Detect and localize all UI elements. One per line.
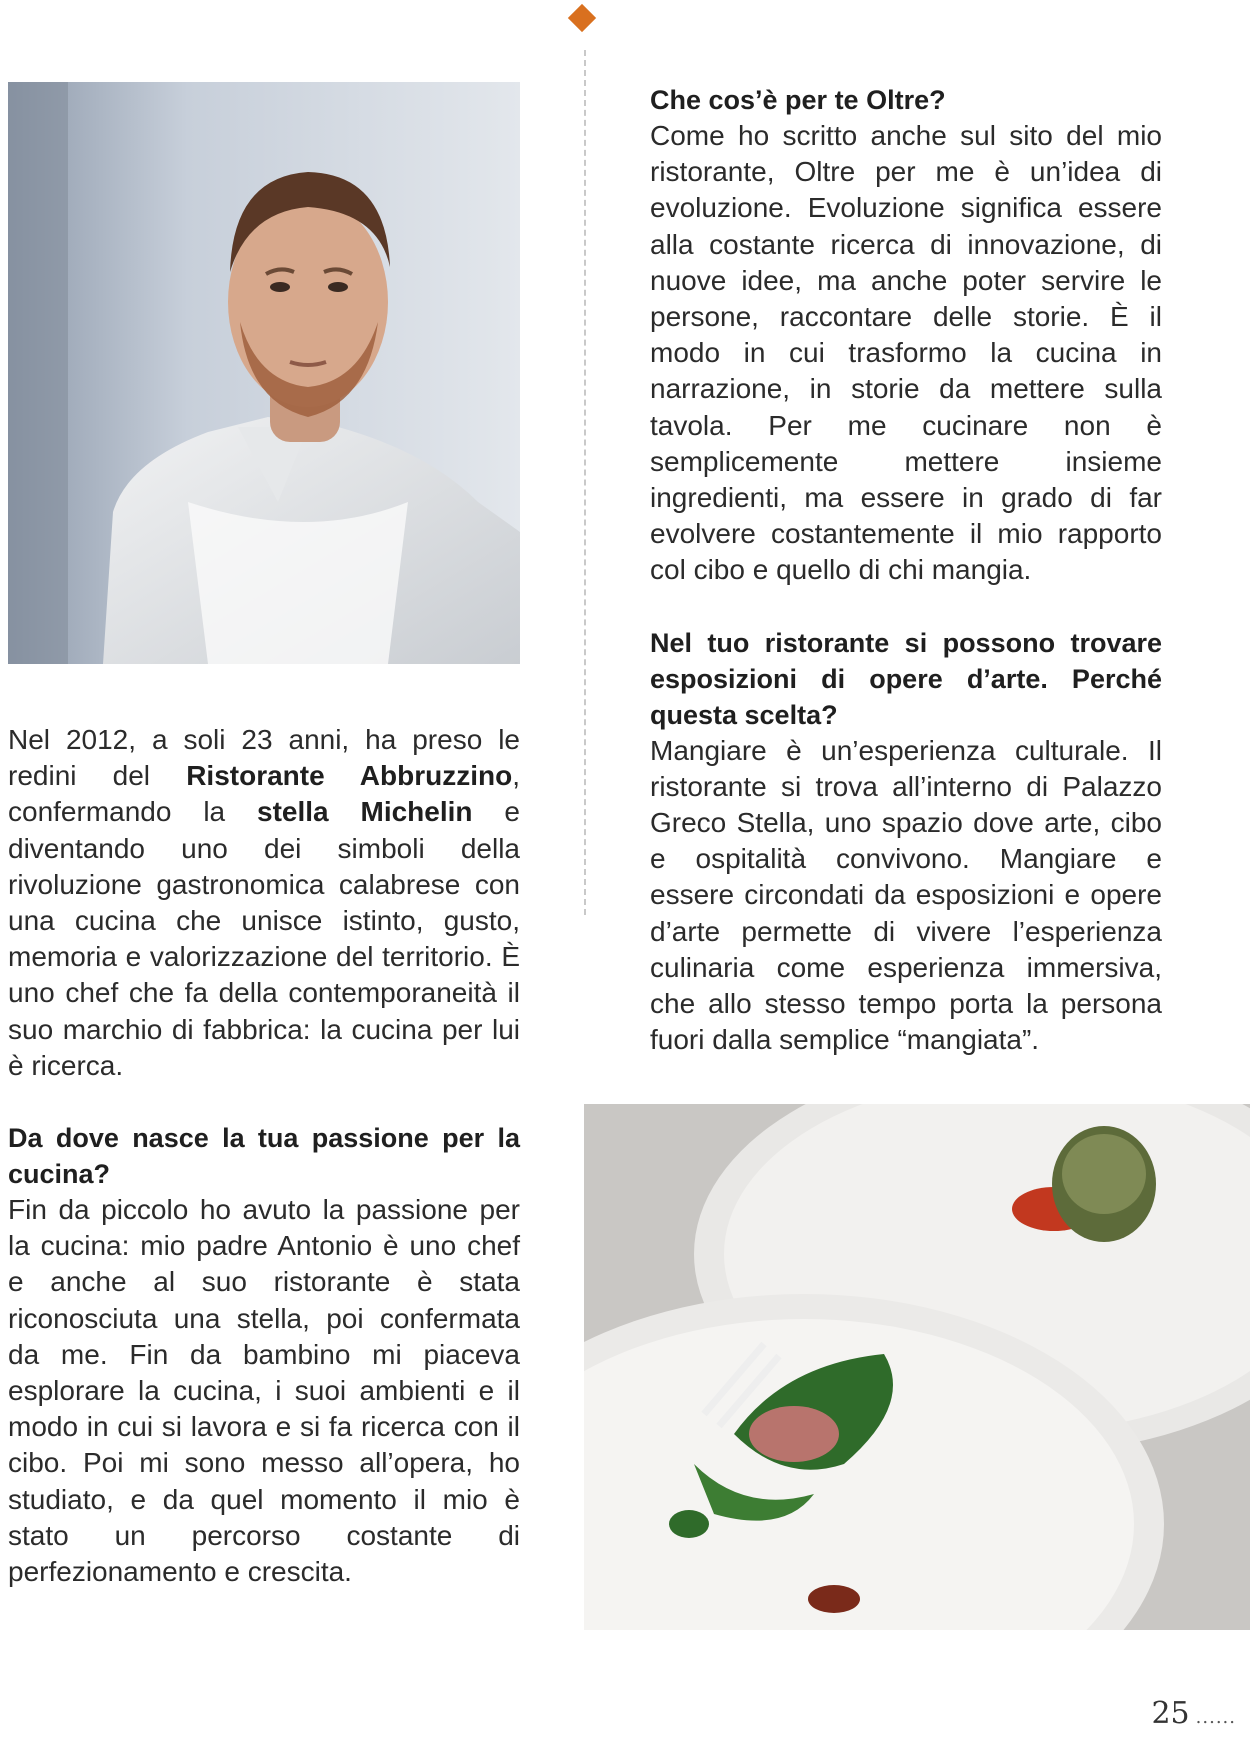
decorative-diamond-icon <box>568 4 596 32</box>
left-column <box>8 722 520 1590</box>
chef-portrait-image <box>8 82 520 664</box>
bio-paragraph <box>8 722 520 1084</box>
column-divider <box>584 50 586 915</box>
restaurant-name: Ristorante Abbruzzino <box>186 760 513 792</box>
answer-paragraph: Fin da piccolo ho avuto la passione per la cucina: mio padre Antonio è uno chef e anche al suo ristorante è stata riconosciuta una stella, poi confermata da me. Fin da bambino mi piaceva esplorare la cucina, i suoi ambienti e il modo in cui si lavora e si fa ricerca con il cibo. Poi mi sono messo all’opera, ho studiato, e da quel momento il mio è stato un percorso costante di perfezionamento e crescita. <box>8 1194 520 1588</box>
page-dots: ...... <box>1195 1707 1236 1728</box>
michelin-star-text: stella Michelin <box>257 796 473 828</box>
right-column <box>650 82 1162 1058</box>
bio-text: Nel 2012, a soli 23 anni, ha preso le redini del <box>8 724 520 792</box>
question-heading: Da dove nasce la tua passione per la cucina? <box>8 1123 520 1190</box>
bio-text: , confermando la <box>8 760 521 828</box>
question-heading: Nel tuo ristorante si possono trovare esposizioni di opere d’arte. Perché questa scelta? <box>650 627 1162 730</box>
bio-text: e diventando uno dei simboli della rivoluzione gastronomica calabrese con una cucina che unisce istinto, gusto, memoria e valorizzazione del territorio. È uno chef che fa della contemporaneità il suo marchio di fabbrica: la cucina per lui è ricerca. <box>8 796 520 1081</box>
page-number-value: 25 <box>1151 1696 1190 1731</box>
question-heading: Che cos’è per te Oltre? <box>650 85 946 115</box>
dish-photo-image <box>584 1104 1250 1630</box>
answer-paragraph: Come ho scritto anche sul sito del mio ristorante, Oltre per me è un’idea di evoluzione. Evoluzione significa essere alla costante ricerca di innovazione, di nuove idee, ma anche poter servire le persone, raccontare delle storie. È il modo in cui trasformo la cucina in narrazione, in storie da mettere sulla tavola. Per me cucinare non è semplicemente mettere insieme ingredienti, ma essere in grado di far evolvere costantemente il mio rapporto col cibo e quello di chi mangia. <box>650 120 1162 586</box>
page-number <box>1151 1696 1236 1731</box>
answer-paragraph: Mangiare è un’esperienza culturale. Il ristorante si trova all’interno di Palazzo Greco Stella, uno spazio dove arte, cibo e ospitalità convivono. Mangiare e essere circondati da esposizioni e opere d’arte permette di vivere l’esperienza culinaria come esperienza immersiva, che allo stesso tempo porta la persona fuori dalla semplice “mangiata”. <box>650 734 1162 1056</box>
